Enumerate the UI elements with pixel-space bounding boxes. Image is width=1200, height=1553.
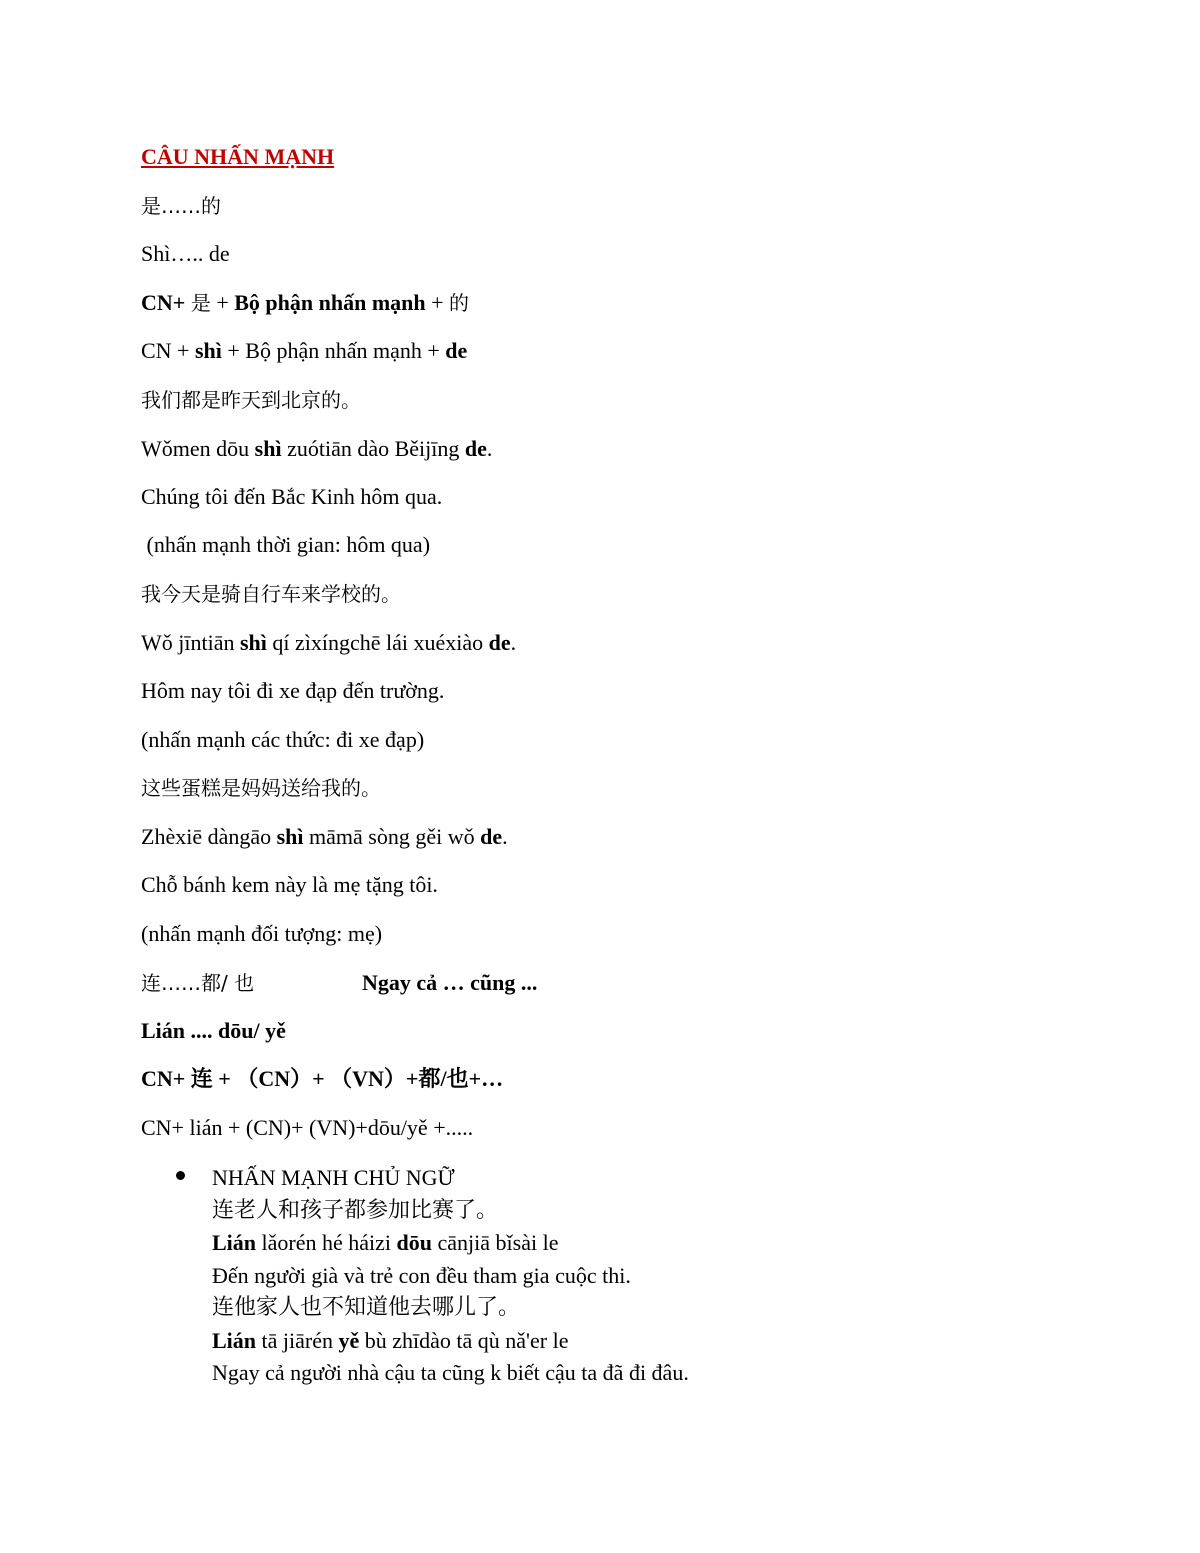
formula-lian-vn: CN+ lián + (CN)+ (VN)+dōu/yě +..... <box>141 1115 474 1140</box>
bullet-item <box>212 1162 689 1390</box>
pinyin-de: de <box>488 630 511 655</box>
pinyin-period: . <box>502 824 508 849</box>
formula-vn-de: de <box>445 338 468 363</box>
example3-vi: Chỗ bánh kem này là mẹ tặng tôi. <box>141 872 438 897</box>
formula-subject: CN+ <box>141 290 191 315</box>
example1-zh: 我们都是昨天到北京的。 <box>141 388 361 412</box>
pattern-shi-de-pinyin: Shì….. de <box>141 241 230 266</box>
formula-zh-line <box>141 289 469 317</box>
pinyin-shi: shì <box>254 436 282 461</box>
formula-vn-shi: shì <box>194 338 222 363</box>
pinyin-part: tā jiārén <box>256 1327 339 1353</box>
pinyin-part: Wǒmen dōu <box>141 436 255 461</box>
page-title: CÂU NHẤN MẠNH <box>141 144 335 169</box>
formula-lian-zh: CN+ 连 + （CN）+ （VN）+都/也+… <box>141 1066 504 1091</box>
bullet-example2-vi: Ngay cả người nhà cậu ta cũng k biết cậu ta đã đi đâu. <box>212 1360 689 1385</box>
bullet-icon <box>176 1171 185 1180</box>
example3-zh: 这些蛋糕是妈妈送给我的。 <box>141 776 381 800</box>
example1-note: (nhấn mạnh thời gian: hôm qua) <box>141 532 431 557</box>
formula-de: 的 <box>449 291 470 315</box>
example2-pinyin <box>141 629 516 657</box>
pinyin-part: bù zhīdào tā qù nǎ'er le <box>359 1327 569 1353</box>
example2-zh: 我今天是骑自行车来学校的。 <box>141 582 401 606</box>
pinyin-lian: Lián <box>212 1230 257 1255</box>
pinyin-period: . <box>486 436 493 461</box>
pattern-lian-dou-pinyin: Lián .... dōu/ yě <box>141 1018 286 1043</box>
example1-vi: Chúng tôi đến Bắc Kinh hôm qua. <box>141 484 443 509</box>
pinyin-part: māmā sòng gěi wǒ <box>303 824 481 849</box>
example2-note: (nhấn mạnh các thức: đi xe đạp) <box>141 727 425 752</box>
formula-plus: + <box>210 290 235 315</box>
pattern-lian-dou-zh: 连……都/ 也 <box>141 971 255 995</box>
bullet-heading: NHẤN MẠNH CHỦ NGỮ <box>212 1165 455 1190</box>
formula-emphasis-part: Bộ phận nhấn mạnh <box>234 290 426 315</box>
pinyin-ye: yě <box>338 1327 360 1353</box>
pinyin-dou: dōu <box>396 1230 433 1255</box>
pinyin-part: cānjiā bǐsài le <box>432 1230 559 1255</box>
example1-pinyin <box>141 435 492 463</box>
pinyin-shi: shì <box>276 824 304 849</box>
pinyin-de: de <box>464 436 487 461</box>
pinyin-lian: Lián <box>212 1327 257 1353</box>
bullet-example1-zh: 连老人和孩子都参加比赛了。 <box>212 1197 499 1223</box>
pinyin-shi: shì <box>239 630 267 655</box>
pinyin-part: zuótiān dào Běijīng <box>281 436 465 461</box>
pinyin-period: . <box>510 630 517 655</box>
bullet-example2-pinyin <box>212 1325 689 1358</box>
formula-shi: 是 <box>190 291 211 315</box>
formula-vn-line <box>141 337 467 365</box>
pattern-lian-dou-vi: Ngay cả … cũng ... <box>362 970 538 995</box>
example2-vi: Hôm nay tôi đi xe đạp đến trường. <box>141 678 445 703</box>
bullet-example1-pinyin <box>212 1227 689 1260</box>
formula-vn-subject: CN + <box>141 338 195 363</box>
pattern-shi-de-zh: 是……的 <box>141 194 221 218</box>
pinyin-part: qí zìxíngchē lái xuéxiào <box>266 630 489 655</box>
bullet-example1-vi: Đến người già và trẻ con đều tham gia cuộc thi. <box>212 1262 631 1288</box>
example3-pinyin <box>141 823 508 851</box>
example3-note: (nhấn mạnh đối tượng: mẹ) <box>141 921 383 946</box>
pinyin-part: Wǒ jīntiān <box>141 630 240 655</box>
pinyin-part: Zhèxiē dàngāo <box>141 824 277 849</box>
formula-plus-2: + <box>425 290 450 315</box>
bullet-example2-zh: 连他家人也不知道他去哪儿了。 <box>212 1295 521 1320</box>
formula-vn-middle: + Bộ phận nhấn mạnh + <box>221 338 446 363</box>
pinyin-de: de <box>480 824 503 849</box>
pinyin-part: lǎorén hé háizi <box>256 1230 397 1255</box>
